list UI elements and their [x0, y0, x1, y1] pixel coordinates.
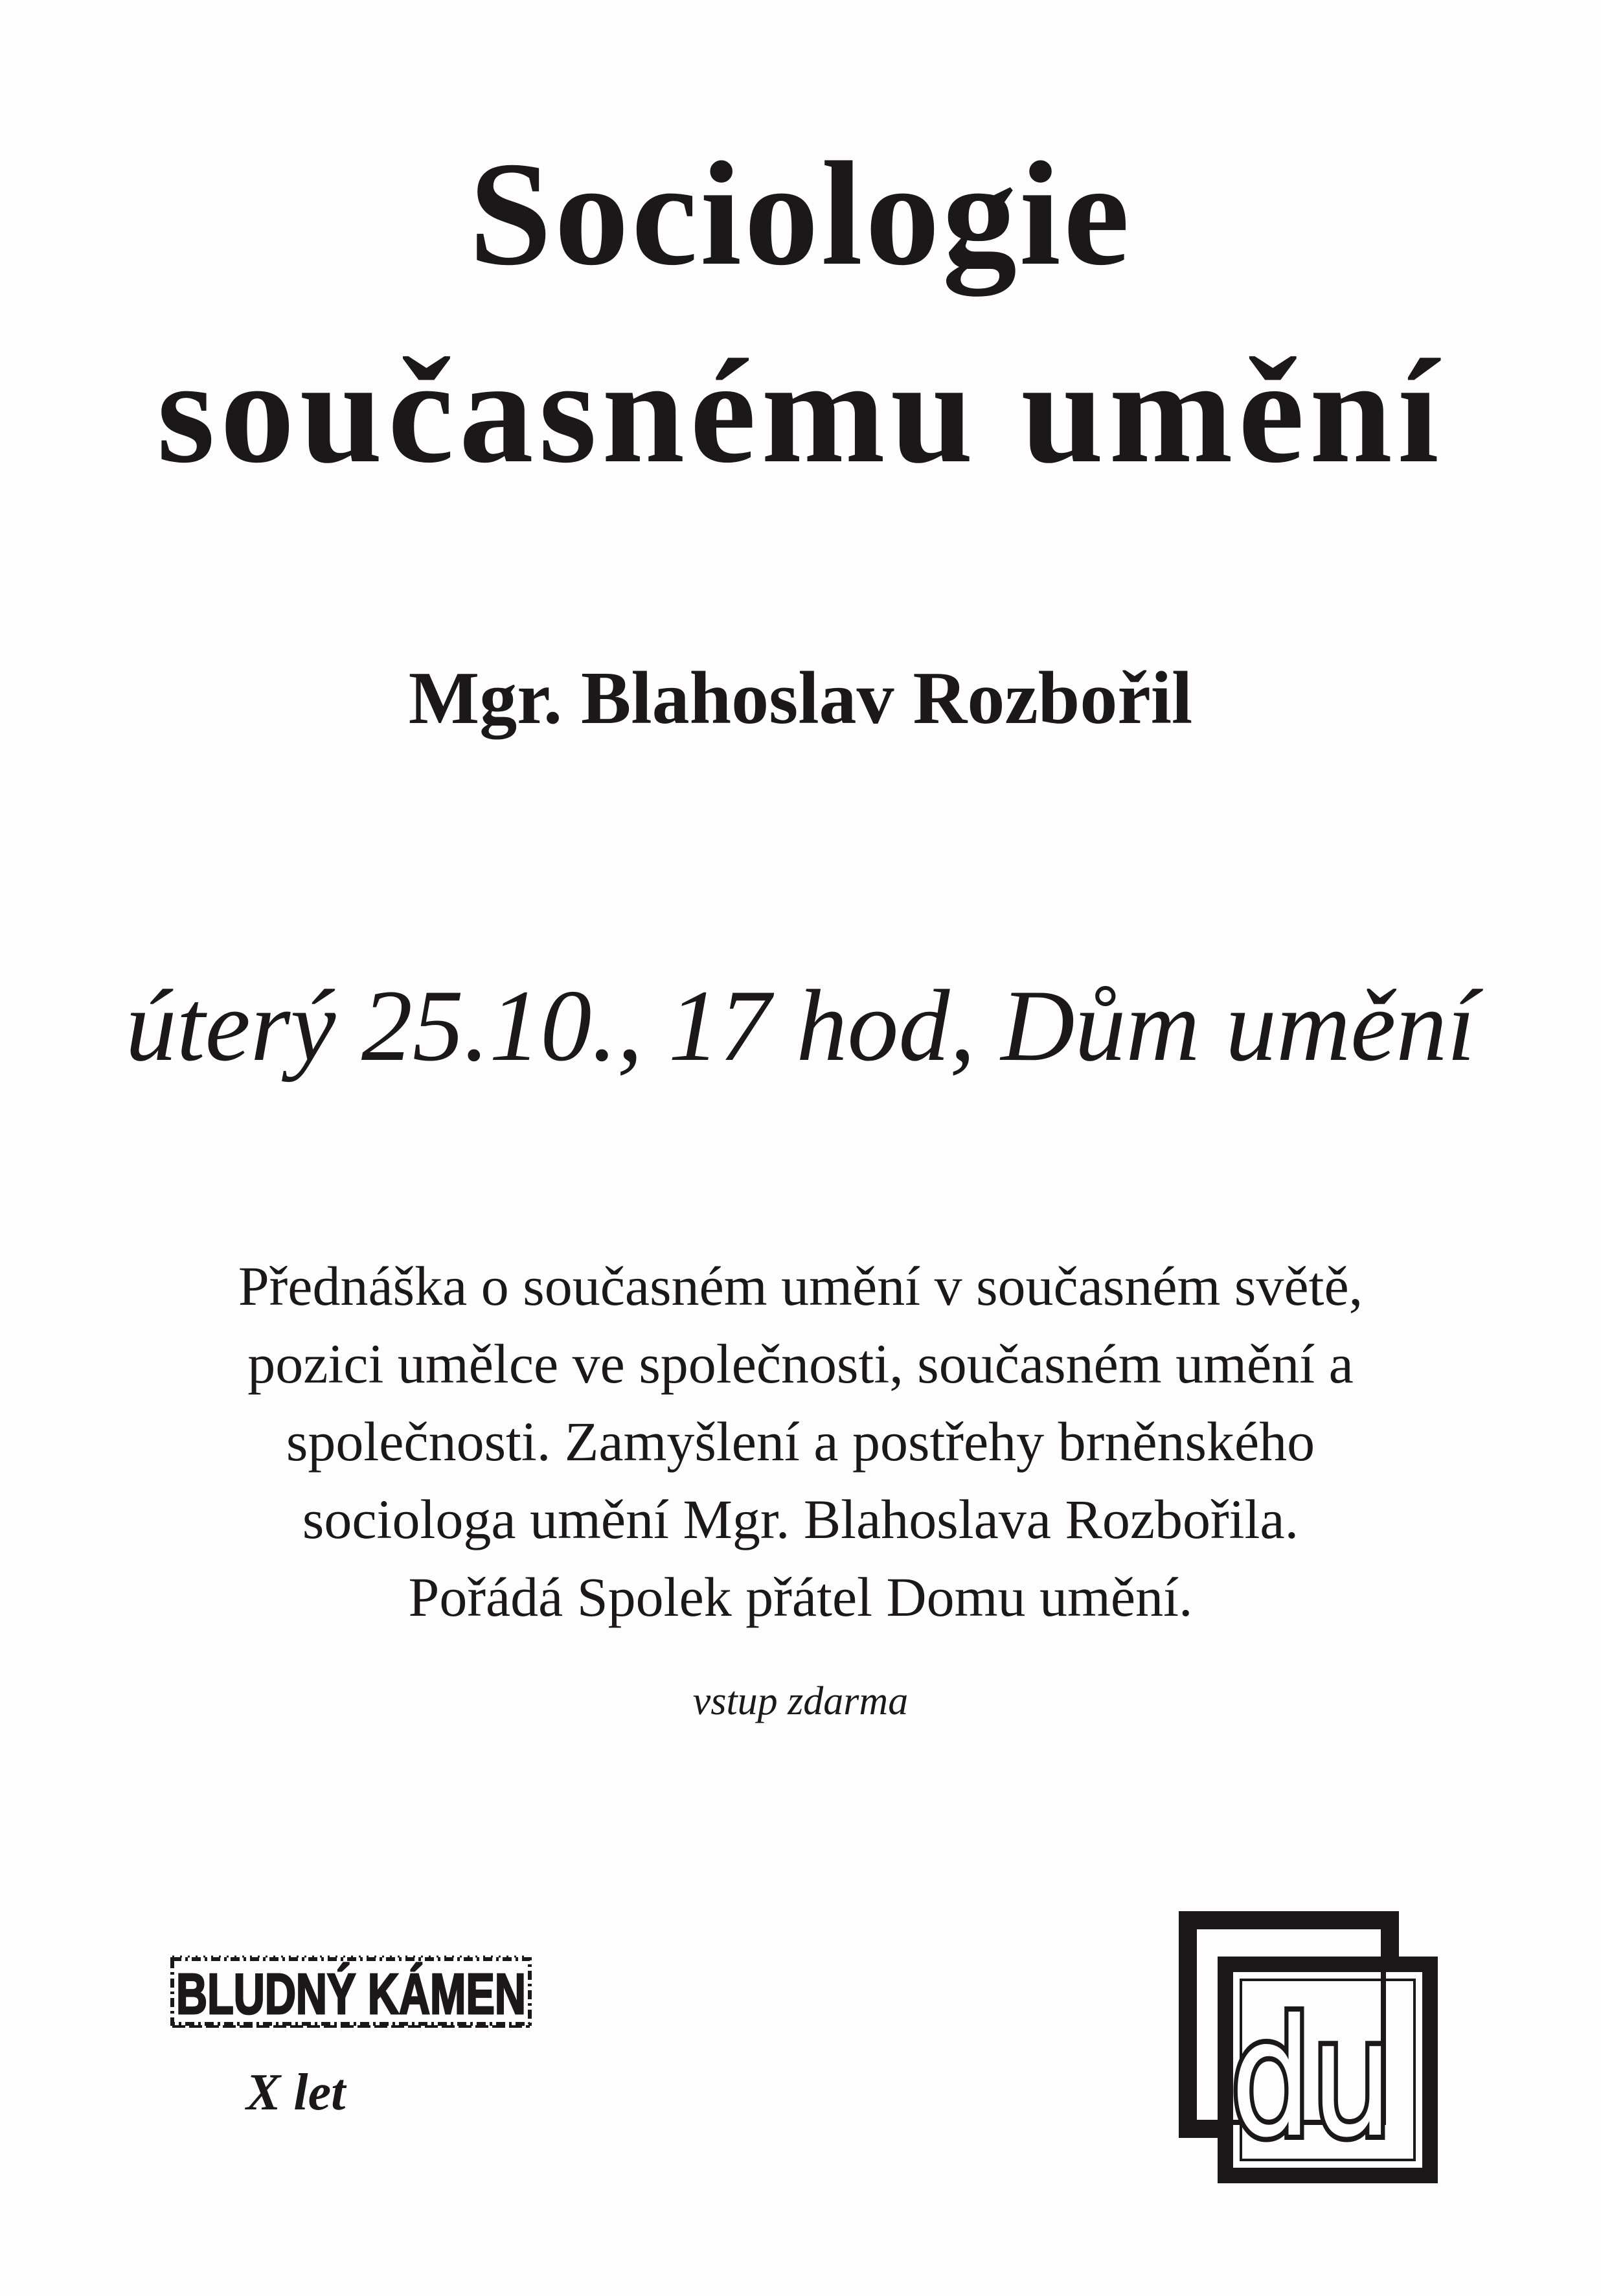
description-line: společnosti. Zamyšlení a postřehy brněnského: [286, 1410, 1315, 1473]
description-line: Přednáška o současném umění v současném světě,: [238, 1255, 1363, 1317]
description-line: pozici umělce ve společnosti, současném umění a: [247, 1333, 1354, 1395]
dum-umeni-logo: [1179, 1911, 1438, 2183]
event-date-place: úterý 25.10., 17 hod, Dům umění: [125, 969, 1476, 1083]
description: [0, 1247, 1601, 1636]
entry-note: vstup zdarma: [692, 1679, 909, 1723]
description-line: Pořádá Spolek přátel Domu umění.: [408, 1566, 1193, 1628]
stamp-caption: X let: [246, 2064, 346, 2121]
stamp-graphic: [170, 1950, 532, 2028]
title-line-1: Sociologie: [469, 131, 1132, 296]
logo-graphic: [1179, 1911, 1438, 2183]
speaker-name: Mgr. Blahoslav Rozbořil: [408, 657, 1193, 740]
description-line: sociologa umění Mgr. Blahoslava Rozbořila.: [302, 1488, 1299, 1550]
stamp-lettering: BLUDNÝ KÁMEN: [176, 1962, 526, 2026]
bludny-kamen-stamp: [170, 1950, 532, 2028]
logo-letters: du: [1231, 1984, 1392, 2173]
title-line-2: současnému umění: [157, 328, 1444, 494]
